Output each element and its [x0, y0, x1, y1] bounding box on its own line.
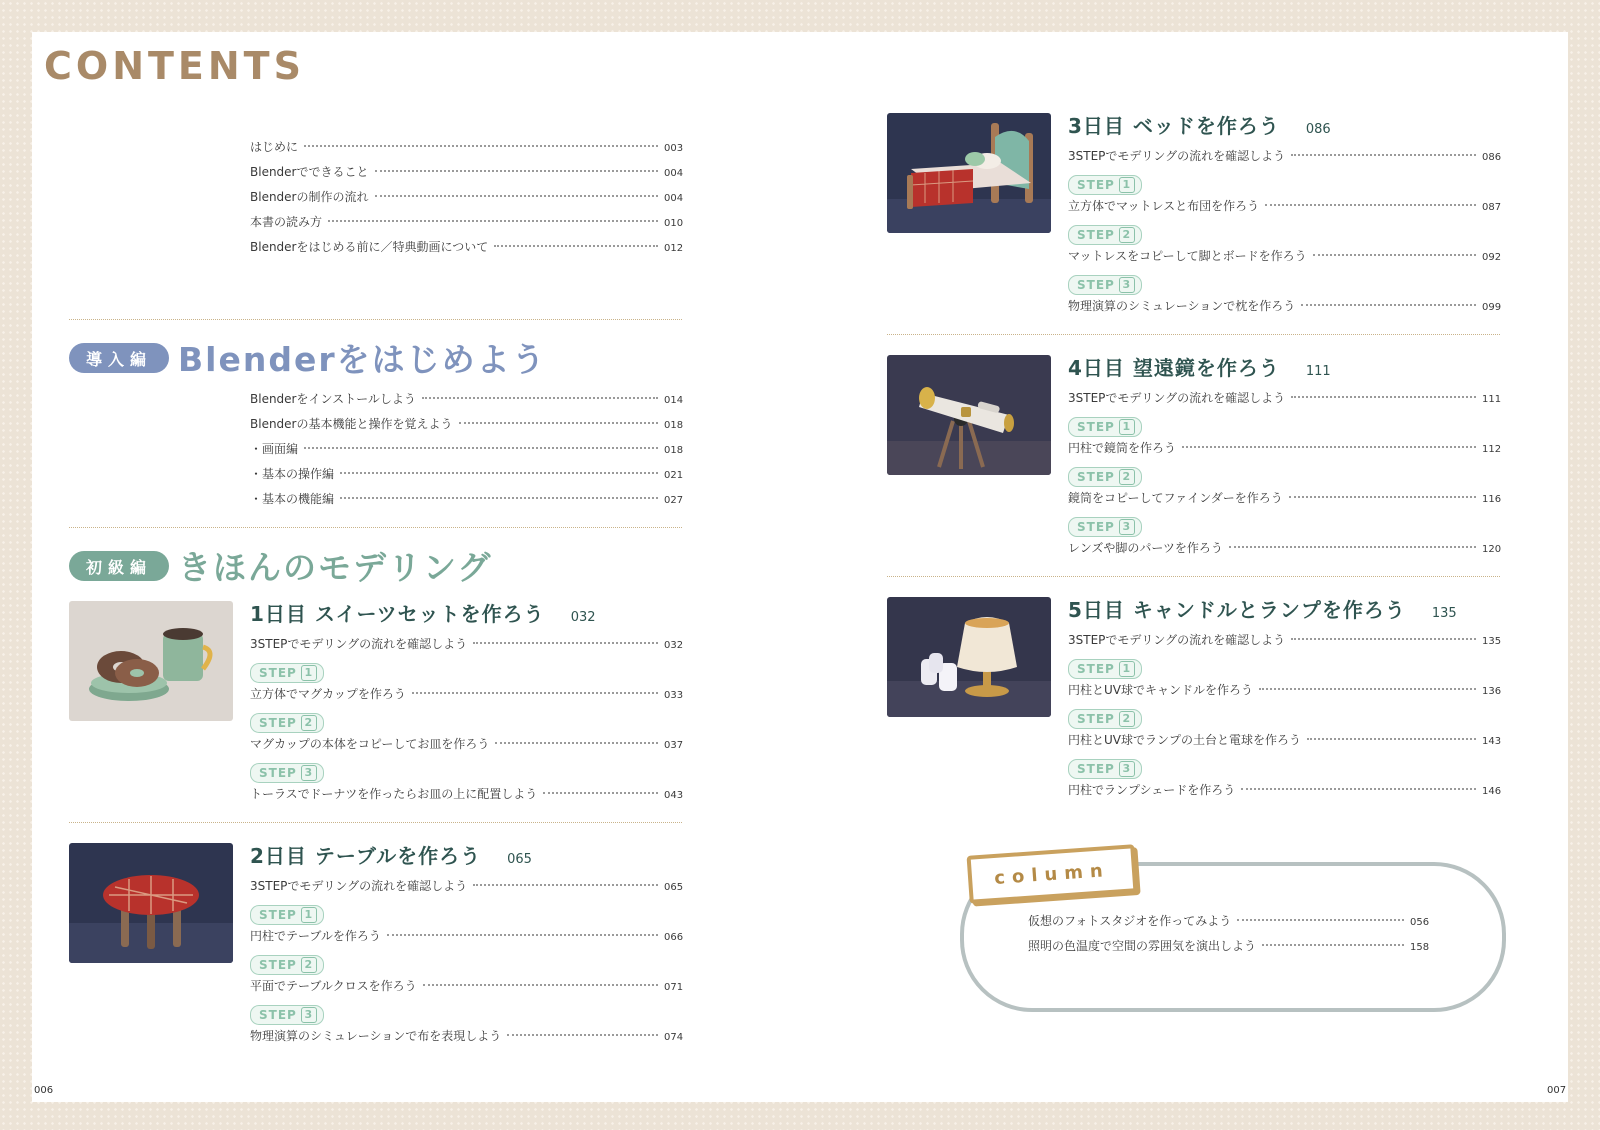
leader-dots [494, 245, 658, 247]
toc-entry[interactable] [250, 635, 682, 655]
leader-dots [1291, 154, 1476, 156]
day-title-text: 3日目 ベッドを作ろう [1068, 114, 1280, 138]
toc-entry-page: 111 [1482, 394, 1502, 405]
day-title-text: 2日目 テーブルを作ろう [250, 844, 482, 868]
toc-entry[interactable] [250, 877, 682, 897]
toc-entry-label: はじめに [250, 140, 299, 154]
toc-entry[interactable] [250, 785, 682, 805]
leader-dots [387, 934, 658, 936]
toc-entry-page: 092 [1482, 252, 1502, 263]
toc-entry-label: Blenderをインストールしよう [250, 392, 416, 406]
toc-entry-label: Blenderをはじめる前に／特典動画について [250, 240, 489, 254]
leader-dots [340, 497, 658, 499]
toc-entry[interactable] [1068, 197, 1500, 217]
leader-dots [1241, 788, 1476, 790]
toc-entry-label: 円柱でランプシェードを作ろう [1068, 783, 1236, 797]
toc-entry-label: 円柱とUV球でキャンドルを作ろう [1068, 683, 1253, 697]
toc-entry-page: 004 [664, 168, 684, 179]
section-badge-basic: 初級編 [69, 551, 169, 581]
toc-entry-label: 照明の色温度で空間の雰囲気を演出しよう [1028, 939, 1257, 953]
toc-entry-label: 3STEPでモデリングの流れを確認しよう [250, 879, 468, 893]
day-title-page: 111 [1305, 364, 1331, 379]
toc-entry-label: 3STEPでモデリングの流れを確認しよう [250, 637, 468, 651]
thumbnail-bed [887, 113, 1051, 233]
leader-dots [304, 447, 658, 449]
toc-entry-page: 012 [664, 243, 684, 254]
toc-entry-label: Blenderでできること [250, 165, 369, 179]
toc-entry[interactable] [1068, 439, 1500, 459]
section-divider [69, 319, 682, 320]
day-title-page: 065 [507, 852, 532, 867]
section-divider [69, 527, 682, 528]
toc-entry-page: 027 [664, 495, 684, 506]
toc-entry[interactable] [1068, 781, 1500, 801]
leader-dots [423, 984, 658, 986]
toc-entry[interactable] [250, 163, 682, 183]
leader-dots [1291, 396, 1476, 398]
leader-dots [1289, 496, 1476, 498]
day-title-page: 032 [570, 610, 596, 625]
toc-entry-page: 158 [1410, 942, 1430, 953]
toc-entry-label: ・画面編 [250, 442, 299, 456]
toc-entry-label: 円柱で鏡筒を作ろう [1068, 441, 1177, 455]
toc-entry-page: 010 [664, 218, 684, 229]
toc-entry[interactable] [1068, 489, 1500, 509]
leader-dots [328, 220, 658, 222]
toc-entry[interactable] [250, 490, 682, 510]
leader-dots [1291, 638, 1476, 640]
leader-dots [1237, 919, 1404, 921]
toc-entry-label: マグカップの本体をコピーしてお皿を作ろう [250, 737, 490, 751]
day-title-text: 4日目 望遠鏡を作ろう [1068, 356, 1280, 380]
toc-entry-page: 033 [664, 690, 684, 701]
toc-entry-label: 物理演算のシミュレーションで布を表現しよう [250, 1029, 502, 1043]
toc-entry[interactable] [1068, 681, 1500, 701]
section-divider [887, 576, 1500, 577]
toc-entry-page: 146 [1482, 786, 1502, 797]
toc-entry[interactable] [250, 465, 682, 485]
leader-dots [1265, 204, 1476, 206]
leader-dots [1229, 546, 1476, 548]
step-tag: STEP 1 [250, 905, 324, 925]
thumbnail-candle-lamp [887, 597, 1051, 717]
leader-dots [1262, 944, 1404, 946]
toc-entry-label: Blenderの基本機能と操作を覚えよう [250, 417, 453, 431]
toc-entry-page: 071 [664, 982, 684, 993]
toc-entry-page: 032 [664, 640, 684, 651]
leader-dots [375, 195, 659, 197]
step-tag: STEP 3 [1068, 517, 1142, 537]
step-tag: STEP 3 [1068, 275, 1142, 295]
toc-entry-label: 物理演算のシミュレーションで枕を作ろう [1068, 299, 1296, 313]
toc-entry[interactable] [250, 1027, 682, 1047]
toc-entry-label: ・基本の操作編 [250, 467, 335, 481]
day-title[interactable] [250, 840, 532, 869]
step-tag: STEP 2 [250, 955, 324, 975]
toc-entry-label: 円柱とUV球でランプの土台と電球を作ろう [1068, 733, 1301, 747]
contents-spread [32, 32, 1568, 1102]
toc-entry-label: 3STEPでモデリングの流れを確認しよう [1068, 391, 1286, 405]
toc-entry[interactable] [250, 138, 682, 158]
day-title[interactable] [250, 598, 596, 627]
leader-dots [543, 792, 658, 794]
toc-entry-label: 3STEPでモデリングの流れを確認しよう [1068, 149, 1286, 163]
toc-entry-page: 135 [1482, 636, 1502, 647]
toc-entry[interactable] [250, 390, 682, 410]
toc-entry-label: 円柱でテーブルを作ろう [250, 929, 381, 943]
toc-entry-page: 003 [664, 143, 684, 154]
toc-entry-label: ・基本の機能編 [250, 492, 335, 506]
toc-entry[interactable] [250, 415, 682, 435]
leader-dots [473, 642, 658, 644]
day-title[interactable] [1068, 594, 1457, 623]
toc-entry-label: 鏡筒をコピーしてファインダーを作ろう [1068, 491, 1283, 505]
toc-entry-label: 3STEPでモデリングの流れを確認しよう [1068, 633, 1286, 647]
toc-entry-page: 021 [664, 470, 684, 481]
toc-entry[interactable] [250, 685, 682, 705]
leader-dots [340, 472, 658, 474]
leader-dots [1259, 688, 1476, 690]
leader-dots [375, 170, 659, 172]
toc-entry-page: 056 [1410, 917, 1430, 928]
toc-entry[interactable] [250, 238, 682, 258]
toc-entry[interactable] [1068, 631, 1500, 651]
toc-entry[interactable] [250, 927, 682, 947]
toc-entry[interactable] [1068, 297, 1500, 317]
leader-dots [473, 884, 658, 886]
column-tag: column [967, 844, 1138, 904]
step-tag: STEP 3 [250, 1005, 324, 1025]
step-tag: STEP 1 [1068, 175, 1142, 195]
toc-entry-label: 平面でテーブルクロスを作ろう [250, 979, 417, 993]
leader-dots [304, 145, 658, 147]
leader-dots [507, 1034, 658, 1036]
toc-entry-label: 仮想のフォトスタジオを作ってみよう [1028, 914, 1232, 928]
leader-dots [1307, 738, 1476, 740]
section-title-basic: きほんのモデリング [178, 548, 493, 587]
toc-entry[interactable] [1068, 731, 1500, 751]
toc-entry-page: 074 [664, 1032, 684, 1043]
section-divider [69, 822, 682, 823]
toc-entry[interactable] [250, 213, 682, 233]
section-title-intro: Blenderをはじめよう [178, 340, 547, 379]
toc-entry[interactable] [1068, 389, 1500, 409]
leader-dots [422, 397, 658, 399]
toc-entry-page: 066 [664, 932, 684, 943]
section-divider [887, 334, 1500, 335]
leader-dots [1182, 446, 1476, 448]
leader-dots [1313, 254, 1476, 256]
toc-entry-label: マットレスをコピーして脚とボードを作ろう [1068, 249, 1307, 263]
step-tag: STEP 2 [1068, 467, 1142, 487]
toc-entry-label: トーラスでドーナツを作ったらお皿の上に配置しよう [250, 787, 538, 801]
step-tag: STEP 1 [1068, 659, 1142, 679]
column-entry[interactable] [1028, 937, 1428, 957]
toc-entry[interactable] [1068, 147, 1500, 167]
toc-entry-page: 037 [664, 740, 684, 751]
day-title-text: 1日目 スイーツセットを作ろう [250, 602, 545, 626]
toc-entry-page: 014 [664, 395, 684, 406]
toc-entry-page: 099 [1482, 302, 1502, 313]
toc-entry-label: レンズや脚のパーツを作ろう [1068, 541, 1223, 555]
toc-entry-page: 086 [1482, 152, 1502, 163]
step-tag: STEP 2 [250, 713, 324, 733]
section-badge-intro: 導入編 [69, 343, 169, 373]
toc-entry-page: 065 [664, 882, 684, 893]
toc-entry-page: 087 [1482, 202, 1502, 213]
step-tag: STEP 2 [1068, 709, 1142, 729]
thumbnail-table [69, 843, 233, 963]
thumbnail-telescope [887, 355, 1051, 475]
page-number-right: 007 [1547, 1085, 1567, 1096]
toc-entry-page: 043 [664, 790, 684, 801]
toc-entry-page: 112 [1482, 444, 1502, 455]
leader-dots [495, 742, 658, 744]
step-tag: STEP 2 [1068, 225, 1142, 245]
toc-entry-page: 004 [664, 193, 684, 204]
day-title[interactable] [1068, 352, 1331, 381]
toc-entry-page: 136 [1482, 686, 1502, 697]
toc-entry-page: 018 [664, 420, 684, 431]
thumbnail-sweets-set [69, 601, 233, 721]
page-title: CONTENTS [44, 44, 305, 88]
toc-entry-page: 018 [664, 445, 684, 456]
day-title[interactable] [1068, 110, 1331, 139]
toc-entry[interactable] [250, 188, 682, 208]
step-tag: STEP 3 [250, 763, 324, 783]
toc-entry[interactable] [1068, 247, 1500, 267]
leader-dots [459, 422, 659, 424]
toc-entry[interactable] [250, 977, 682, 997]
toc-entry-label: 本書の読み方 [250, 215, 323, 229]
toc-entry-page: 143 [1482, 736, 1502, 747]
leader-dots [1301, 304, 1476, 306]
toc-entry-page: 116 [1482, 494, 1502, 505]
toc-entry[interactable] [250, 440, 682, 460]
day-title-page: 135 [1431, 606, 1457, 621]
toc-entry-label: Blenderの制作の流れ [250, 190, 369, 204]
toc-entry-page: 120 [1482, 544, 1502, 555]
toc-entry-label: 立方体でマグカップを作ろう [250, 687, 406, 701]
column-entry[interactable] [1028, 912, 1428, 932]
step-tag: STEP 3 [1068, 759, 1142, 779]
step-tag: STEP 1 [250, 663, 324, 683]
toc-entry[interactable] [250, 735, 682, 755]
page-number-left: 006 [34, 1085, 54, 1096]
toc-entry[interactable] [1068, 539, 1500, 559]
leader-dots [412, 692, 658, 694]
toc-entry-label: 立方体でマットレスと布団を作ろう [1068, 199, 1260, 213]
day-title-text: 5日目 キャンドルとランプを作ろう [1068, 598, 1406, 622]
day-title-page: 086 [1305, 122, 1331, 137]
step-tag: STEP 1 [1068, 417, 1142, 437]
